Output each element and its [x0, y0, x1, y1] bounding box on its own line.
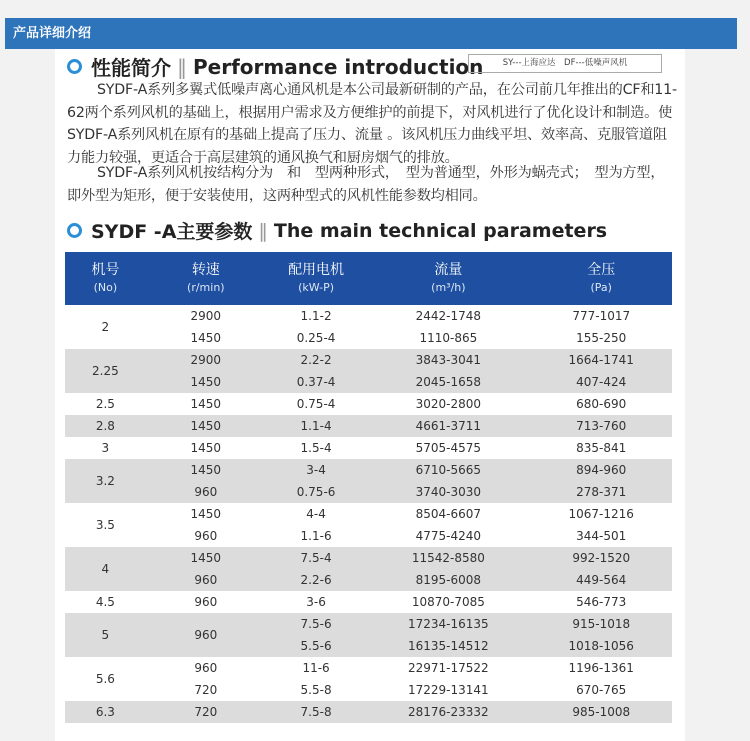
- column-header: [530, 252, 672, 305]
- cell-flow: 10870-7085: [411, 595, 485, 609]
- column-header-unit: (No): [93, 281, 118, 294]
- column-header-unit: (r/min): [187, 281, 225, 294]
- cell-motor: 11-6: [302, 661, 330, 675]
- table-row: [65, 393, 672, 415]
- cell-pressure: 670-765: [576, 683, 627, 697]
- table-row: [65, 503, 672, 525]
- column-header-cn: 流量: [434, 262, 463, 278]
- cell-motor: 7.5-4: [266, 547, 366, 569]
- cell-motor: 5.5-8: [300, 683, 332, 697]
- cell-flow: 5705-4575: [415, 441, 482, 455]
- cell-model-no: 4: [65, 547, 146, 591]
- intro-paragraph-1-text: SYDF-A系列多翼式低噪声离心通风机是本公司最新研制的产品，在公司前几年推出的CF和11-62两个系列风机的基础上，根据用户需求及方便维护的前提下，对风机进行了优化设计和制造。使SYDF-A系列风机在原有的基础上提高了压力、流量 。该风机压力曲线平坦、效率高、克服管道阻力能力较强，更适合于高层建筑的通风换气和厨房烟气的排放。: [67, 82, 677, 166]
- cell-motor: 0.75-4: [296, 397, 336, 411]
- cell-flow: 6710-5665: [366, 459, 530, 481]
- cell-speed: 1450: [146, 547, 266, 569]
- cell-speed: 1450: [146, 415, 266, 437]
- column-header-unit: (Pa): [590, 281, 612, 294]
- cell-pressure: 915-1018: [530, 613, 672, 635]
- cell-speed: 1450: [146, 459, 266, 481]
- table-row: [65, 569, 672, 591]
- cell-pressure: 1018-1056: [530, 635, 672, 657]
- cell-pressure: 835-841: [576, 441, 627, 455]
- heading-separator: ‖: [177, 54, 187, 79]
- table-row: [65, 525, 672, 547]
- cell-flow: 11542-8580: [366, 547, 530, 569]
- cell-flow: 17229-13141: [408, 683, 489, 697]
- cell-motor: 3-6: [306, 595, 326, 609]
- intro-paragraph-1: [67, 79, 677, 169]
- cell-speed: 1450: [190, 441, 222, 455]
- cell-speed: 1450: [190, 331, 222, 345]
- cell-flow: 4661-3711: [366, 415, 530, 437]
- parameters-table: [65, 252, 672, 723]
- cell-speed: 1450: [190, 397, 222, 411]
- cell-flow: 28176-23332: [366, 701, 530, 723]
- cell-model-no: 3.2: [65, 459, 146, 503]
- table-row: [65, 547, 672, 569]
- table-row: [65, 437, 672, 459]
- cell-model-no: 3: [101, 441, 110, 455]
- cell-flow: 2442-1748: [415, 309, 482, 323]
- params-heading-en: The main technical parameters: [273, 219, 608, 242]
- cell-speed: 2900: [190, 309, 222, 323]
- section-title: 产品详细介绍: [13, 26, 92, 41]
- cell-pressure: 1067-1216: [568, 507, 634, 521]
- cell-speed: 960: [146, 613, 266, 657]
- cell-flow: 4775-4240: [415, 529, 482, 543]
- cell-pressure: 894-960: [530, 459, 672, 481]
- cell-model-no: 2: [101, 320, 110, 334]
- cell-motor: 3-4: [266, 459, 366, 481]
- cell-pressure: 344-501: [576, 529, 627, 543]
- table-row: [65, 371, 672, 393]
- cell-flow: 17234-16135: [366, 613, 530, 635]
- table-row: [65, 481, 672, 503]
- intro-heading-cn: 性能简介: [91, 56, 171, 80]
- cell-model-no: 5.6: [95, 672, 115, 686]
- cell-motor: 4-4: [306, 507, 326, 521]
- cell-motor: 2.2-6: [266, 569, 366, 591]
- cell-pressure: 546-773: [576, 595, 627, 609]
- cell-motor: 0.75-6: [266, 481, 366, 503]
- section-header-bar: [5, 18, 737, 49]
- column-header: [65, 252, 146, 305]
- column-header-cn: 全压: [587, 262, 616, 278]
- cell-model-no: 2.25: [65, 349, 146, 393]
- cell-model-no: 2.5: [95, 397, 115, 411]
- cell-motor: 0.37-4: [266, 371, 366, 393]
- table-row: [65, 679, 672, 701]
- cell-pressure: 680-690: [576, 397, 627, 411]
- cell-flow: 8195-6008: [366, 569, 530, 591]
- cell-model-no: 6.3: [65, 701, 146, 723]
- params-heading: [67, 217, 607, 244]
- cell-model-no: 5: [65, 613, 146, 657]
- intro-heading-en: Performance introduction: [193, 54, 484, 79]
- bullet-circle-icon: [67, 223, 82, 238]
- cell-pressure: 713-760: [530, 415, 672, 437]
- cell-model-no: 3.5: [95, 518, 115, 532]
- cell-flow: 8504-6607: [415, 507, 482, 521]
- table-row: [65, 327, 672, 349]
- cell-speed: 2900: [146, 349, 266, 371]
- cell-flow: 3020-2800: [415, 397, 482, 411]
- heading-separator: ‖: [258, 219, 268, 242]
- table-row: [65, 349, 672, 371]
- cell-speed: 960: [194, 661, 218, 675]
- table-row: [65, 613, 672, 635]
- cell-speed: 960: [146, 569, 266, 591]
- cell-speed: 960: [146, 481, 266, 503]
- intro-paragraph-2: [67, 162, 677, 207]
- cell-pressure: 449-564: [530, 569, 672, 591]
- table-header-row: [65, 252, 672, 305]
- cell-flow: 22971-17522: [408, 661, 489, 675]
- cell-model-no: 4.5: [95, 595, 115, 609]
- intro-paragraph-2-text: SYDF-A系列风机按结构分为 和 型两种形式， 型为普通型，外形为蜗壳式； 型为方型，即外型为矩形，便于安装使用，这两种型式的风机性能参数均相同。: [67, 165, 665, 204]
- cell-motor: 1.5-4: [300, 441, 332, 455]
- cell-flow: 3740-3030: [366, 481, 530, 503]
- table-row: [65, 459, 672, 481]
- cell-motor: 1.1-2: [300, 309, 332, 323]
- product-detail-content: [55, 49, 685, 741]
- cell-speed: 1450: [190, 507, 222, 521]
- cell-flow: 2045-1658: [366, 371, 530, 393]
- intro-heading: [67, 52, 483, 81]
- cell-motor: 0.25-4: [296, 331, 336, 345]
- cell-motor: 1.1-4: [266, 415, 366, 437]
- cell-pressure: 777-1017: [572, 309, 631, 323]
- cell-pressure: 155-250: [576, 331, 627, 345]
- cell-pressure: 992-1520: [530, 547, 672, 569]
- column-header-unit: (kW-P): [298, 281, 335, 294]
- cell-motor: 7.5-6: [266, 613, 366, 635]
- cell-speed: 960: [194, 595, 218, 609]
- cell-speed: 720: [146, 701, 266, 723]
- column-header-unit: (m³/h): [431, 281, 466, 294]
- cell-motor: 5.5-6: [266, 635, 366, 657]
- column-header-cn: 转速: [191, 262, 220, 278]
- table-row: [65, 701, 672, 723]
- abbreviation-legend: SY---上海应达 DF---低噪声风机: [468, 54, 662, 73]
- cell-speed: 960: [194, 529, 218, 543]
- column-header: [366, 252, 530, 305]
- cell-motor: 7.5-8: [266, 701, 366, 723]
- column-header-cn: 机号: [91, 262, 120, 278]
- table-row: [65, 305, 672, 327]
- column-header: [146, 252, 266, 305]
- cell-motor: 1.1-6: [300, 529, 332, 543]
- column-header: [266, 252, 366, 305]
- cell-flow: 1110-865: [419, 331, 478, 345]
- table-row: [65, 415, 672, 437]
- bullet-circle-icon: [67, 59, 82, 74]
- cell-speed: 720: [194, 683, 218, 697]
- cell-pressure: 1196-1361: [568, 661, 634, 675]
- cell-pressure: 278-371: [530, 481, 672, 503]
- column-header-cn: 配用电机: [288, 262, 345, 278]
- cell-pressure: 985-1008: [530, 701, 672, 723]
- params-heading-cn: SYDF -A主要参数: [91, 221, 253, 243]
- cell-speed: 1450: [146, 371, 266, 393]
- cell-pressure: 407-424: [530, 371, 672, 393]
- cell-motor: 2.2-2: [266, 349, 366, 371]
- table-row: [65, 591, 672, 613]
- cell-pressure: 1664-1741: [530, 349, 672, 371]
- cell-model-no: 2.8: [65, 415, 146, 437]
- table-row: [65, 657, 672, 679]
- cell-flow: 16135-14512: [366, 635, 530, 657]
- cell-flow: 3843-3041: [366, 349, 530, 371]
